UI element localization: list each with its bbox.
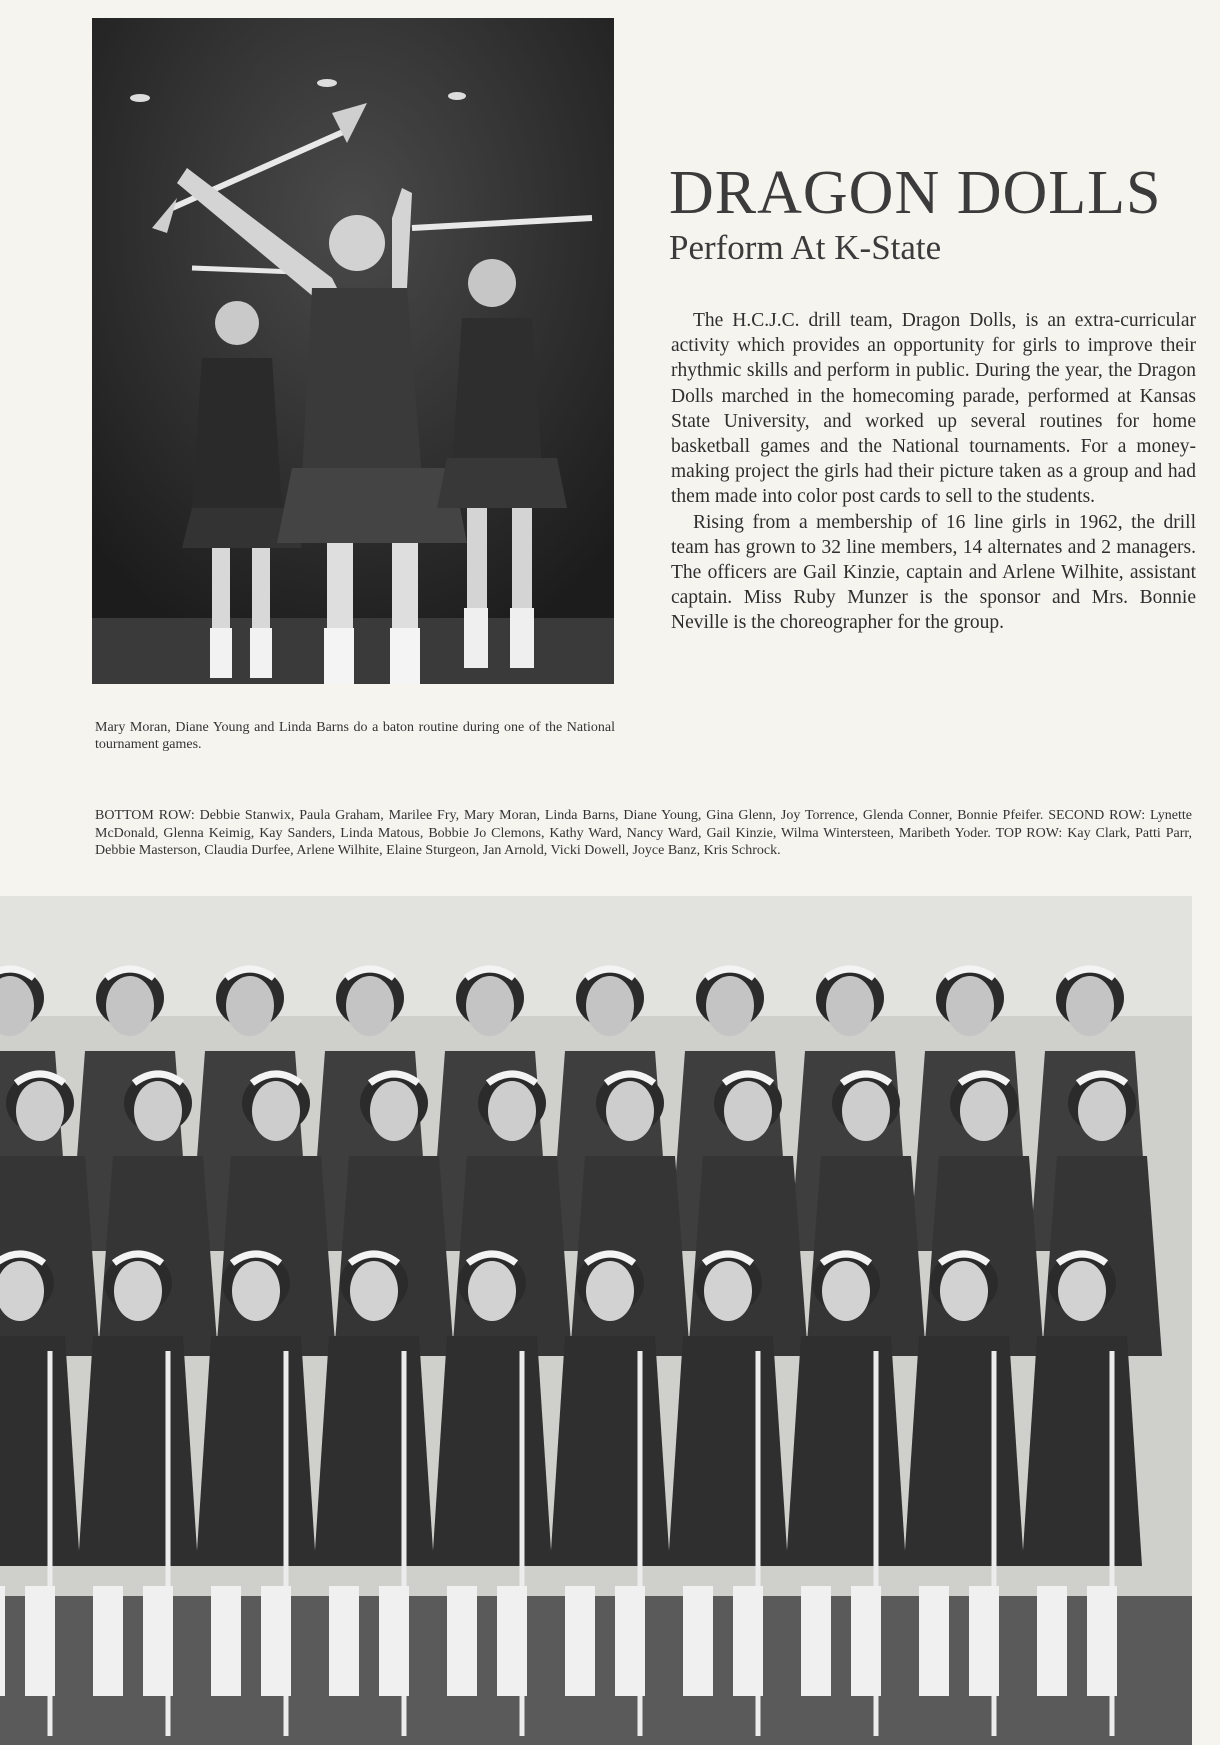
baton-routine-photo [92, 18, 614, 684]
group-photo-illustration [0, 896, 1192, 1745]
baton-routine-illustration [92, 18, 614, 684]
article-body [671, 308, 1196, 636]
article-subtitle: Perform At K-State [669, 228, 942, 267]
article-title: DRAGON DOLLS [669, 159, 1162, 227]
article-paragraph: Rising from a membership of 16 line girls in 1962, the drill team has grown to 32 line members, 14 alternates and 2 managers. The officers are Gail Kinzie, captain and Arlene Wilhite, assistant captain. Miss Ruby Munzer is the sponsor and Mrs. Bonnie Neville is the choreographer for the group. [671, 511, 1196, 634]
article-paragraph: The H.C.J.C. drill team, Dragon Dolls, is an extra-curricular activity which provides an opportunity for girls to improve their rhythmic skills and perform in public. During the year, the Dragon Dolls marched in the homecoming parade, performed at Kansas State University, and worked up several routines for home basketball games and the National tournaments. For a money-making project the girls had their picture taken as a group and had them made into color post cards to sell to the students. [671, 310, 1196, 508]
group-photo-caption: BOTTOM ROW: Debbie Stanwix, Paula Graham, Marilee Fry, Mary Moran, Linda Barns, Diane Young, Gina Glenn, Joy Torrence, Glenda Conner, Bonnie Pfeifer. SECOND ROW: Lynette McDonald, Glenna Keimig, Kay Sanders, Linda Matous, Bobbie Jo Clemons, Kathy Ward, Nancy Ward, Gail Kinzie, Wilma Wintersteen, Maribeth Yoder. TOP ROW: Kay Clark, Patti Parr, Debbie Masterson, Claudia Durfee, Arlene Wilhite, Elaine Sturgeon, Jan Arnold, Vicki Dowell, Joyce Banz, Kris Schrock. [95, 808, 1192, 858]
photo-caption: Mary Moran, Diane Young and Linda Barns do a baton routine during one of the National tournament games. [95, 720, 615, 752]
group-photo [0, 896, 1192, 1745]
